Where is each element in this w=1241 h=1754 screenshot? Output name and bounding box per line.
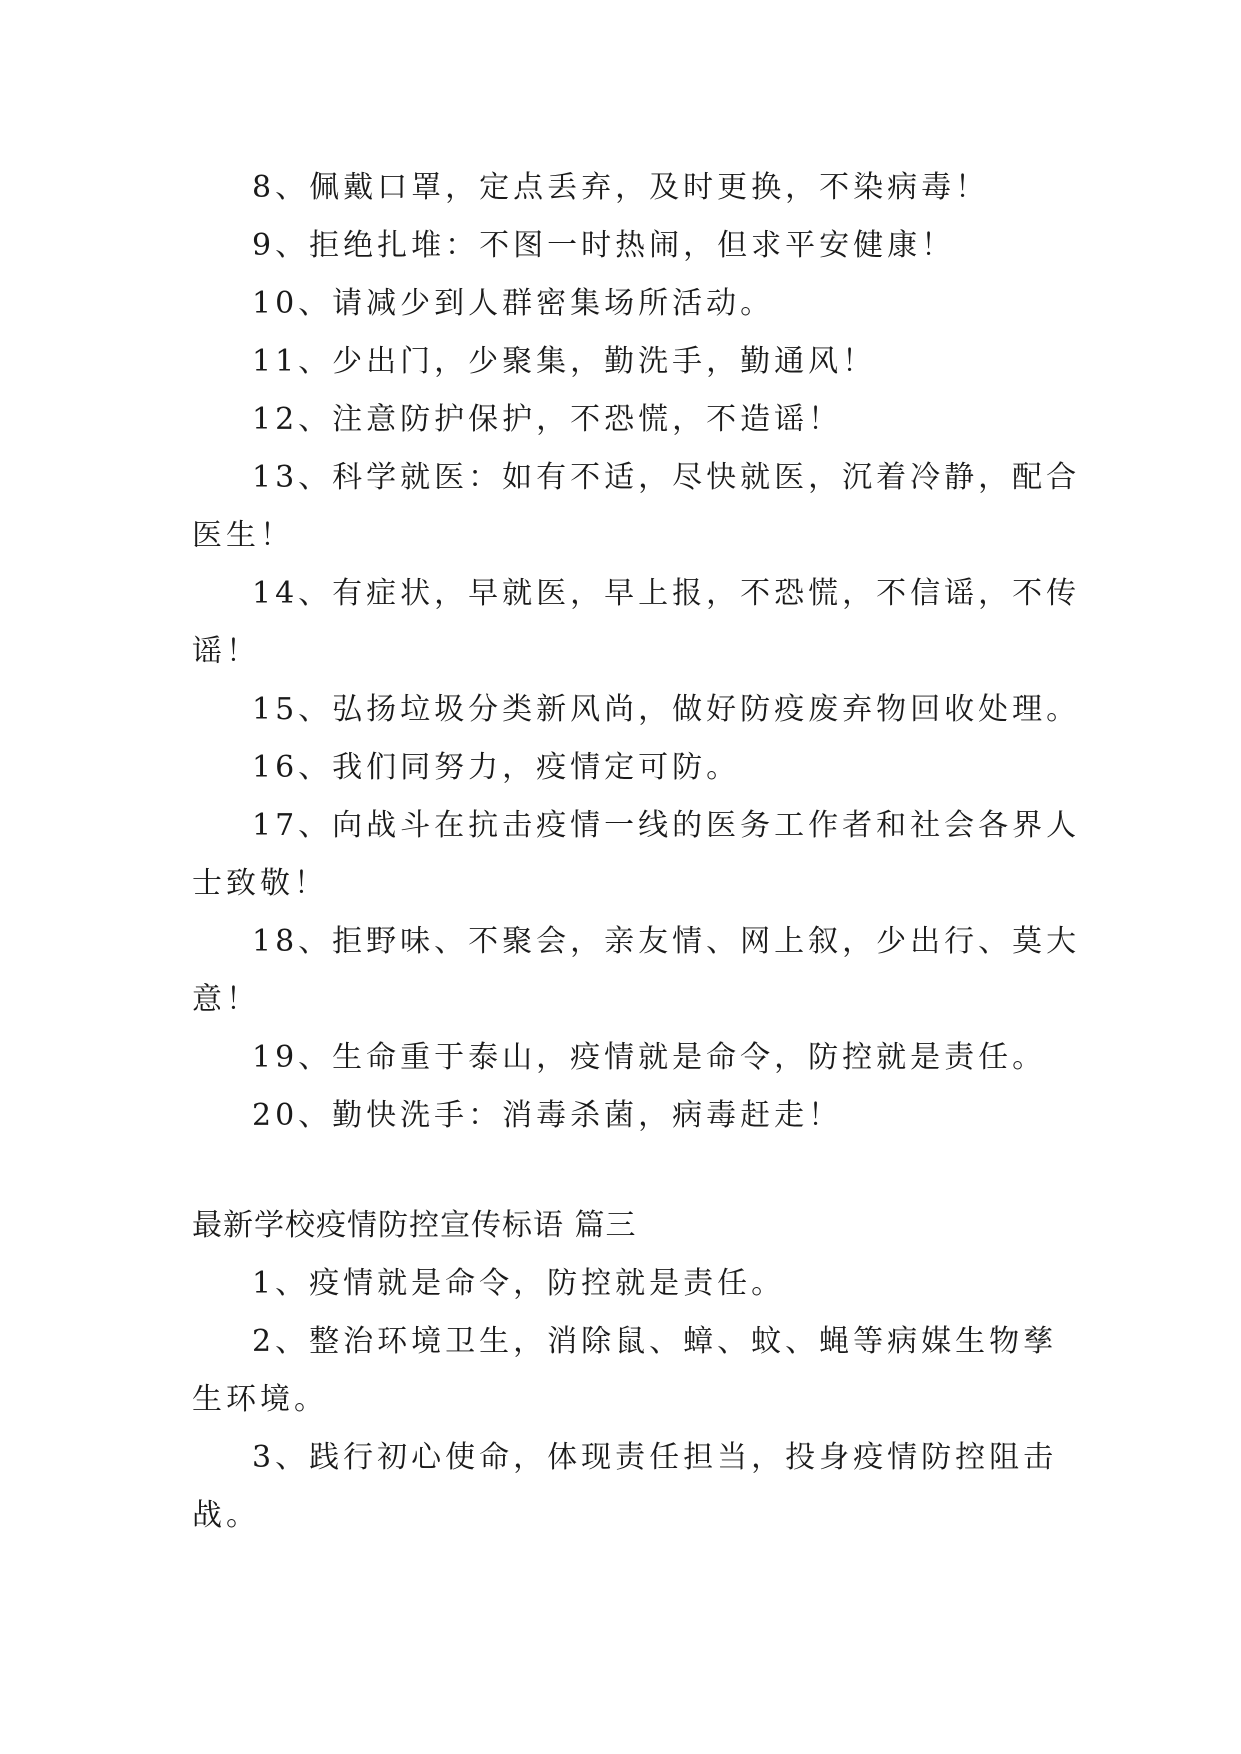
slogan-19: 19、生命重于泰山，疫情就是命令，防控就是责任。 xyxy=(252,1040,1047,1075)
slogan-15: 15、弘扬垃圾分类新风尚，做好防疫废弃物回收处理。 xyxy=(252,692,1081,727)
slogan-17: 17、向战斗在抗击疫情一线的医务工作者和社会各界人 xyxy=(252,808,1081,843)
slogan-20: 20、勤快洗手：消毒杀菌，病毒赶走！ xyxy=(252,1098,843,1133)
slogan-16: 16、我们同努力，疫情定可防。 xyxy=(252,750,741,785)
s3-slogan-1: 1、疫情就是命令，防控就是责任。 xyxy=(252,1266,786,1301)
slogan-11: 11、少出门，少聚集，勤洗手，勤通风！ xyxy=(252,344,877,379)
section-heading: 最新学校疫情防控宣传标语 篇三 xyxy=(192,1208,637,1243)
slogan-13: 13、科学就医：如有不适，尽快就医，沉着冷静，配合 xyxy=(252,460,1081,495)
slogan-10: 10、请减少到人群密集场所活动。 xyxy=(252,286,775,321)
slogan-9: 9、拒绝扎堆：不图一时热闹，但求平安健康！ xyxy=(252,228,956,263)
slogan-12: 12、注意防护保护，不恐慌，不造谣！ xyxy=(252,402,843,437)
slogan-13-cont: 医生！ xyxy=(192,518,294,553)
s3-slogan-3-cont: 战。 xyxy=(192,1498,260,1533)
slogan-8: 8、佩戴口罩，定点丢弃，及时更换，不染病毒！ xyxy=(252,170,990,205)
s3-slogan-3: 3、践行初心使命，体现责任担当，投身疫情防控阻击 xyxy=(252,1440,1058,1475)
s3-slogan-2: 2、整治环境卫生，消除鼠、蟑、蚊、蝇等病媒生物孳 xyxy=(252,1324,1058,1359)
slogan-14-cont: 谣！ xyxy=(192,634,260,669)
slogan-18: 18、拒野味、不聚会，亲友情、网上叙，少出行、莫大 xyxy=(252,924,1081,959)
slogan-17-cont: 士致敬！ xyxy=(192,866,328,901)
s3-slogan-2-cont: 生环境。 xyxy=(192,1382,328,1417)
slogan-14: 14、有症状，早就医，早上报，不恐慌，不信谣，不传 xyxy=(252,576,1081,611)
slogan-18-cont: 意！ xyxy=(192,982,260,1017)
